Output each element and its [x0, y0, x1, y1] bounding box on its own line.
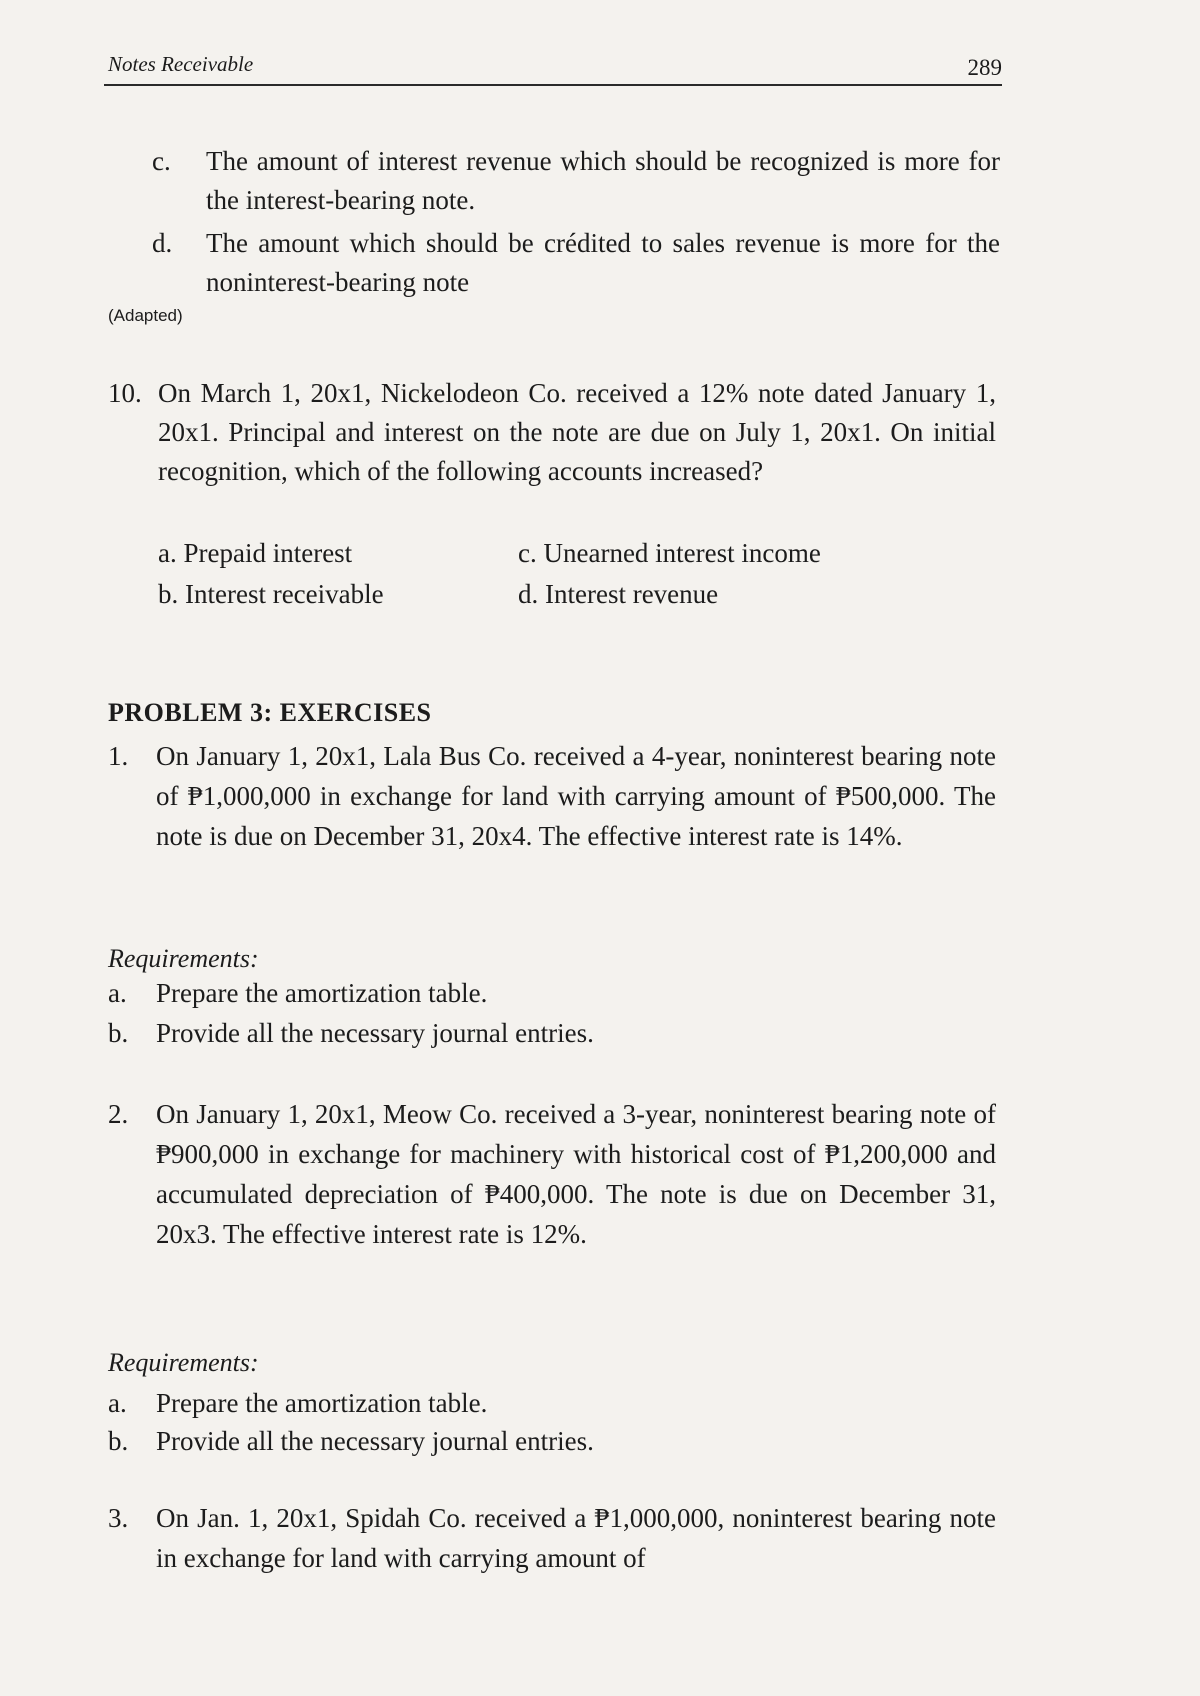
exercise-number: 1.: [108, 741, 129, 771]
question-10: [108, 374, 996, 491]
option-letter: d.: [152, 228, 173, 258]
exercise-1: [108, 736, 996, 856]
exercise-text: On Jan. 1, 20x1, Spidah Co. received a ₱1,000,000, noninterest bearing note in exchange for land with carrying amount of: [156, 1503, 996, 1573]
choice-a: a. Prepaid interest: [158, 538, 353, 568]
exercise-text: On January 1, 20x1, Meow Co. received a 3-year, noninterest bearing note of ₱900,000 in exchange for machinery with historical cost of ₱1,200,000 and accumulated depreciation of ₱400,000. The note is due on December 31, 20x3. The effective interest rate is 12%.: [156, 1099, 996, 1249]
choice-d: d. Interest revenue: [518, 579, 719, 609]
option-letter: c.: [152, 146, 171, 176]
option-text: The amount of interest revenue which should be recognized is more for the interest-bearing note.: [206, 146, 1000, 215]
page-number: 289: [967, 55, 1002, 80]
requirement-letter: b.: [108, 1426, 129, 1456]
requirement-a: [108, 1388, 487, 1419]
requirement-a: [108, 978, 487, 1009]
choice-c: c. Unearned interest income: [518, 538, 821, 568]
requirement-b: [108, 1426, 594, 1457]
running-head: Notes Receivable: [108, 52, 254, 76]
section-heading: PROBLEM 3: EXERCISES: [108, 698, 432, 727]
option-c: [152, 142, 1000, 220]
requirement-text: Provide all the necessary journal entries.: [156, 1426, 594, 1456]
requirements-title: Requirements:: [108, 1348, 259, 1377]
option-text: The amount which should be crédited to sales revenue is more for the noninterest-bearing note: [206, 228, 1000, 297]
requirement-b: [108, 1018, 594, 1049]
exercise-2: [108, 1094, 996, 1254]
answer-choices: [158, 534, 918, 614]
exercise-number: 3.: [108, 1503, 129, 1533]
question-text: On March 1, 20x1, Nickelodeon Co. received a 12% note dated January 1, 20x1. Principal and interest on the note are due on July 1, 20x1. On initial recognition, which of the following accounts increased?: [158, 378, 996, 486]
exercise-3: [108, 1498, 996, 1578]
requirement-letter: a.: [108, 978, 127, 1008]
choice-b: b. Interest receivable: [158, 579, 384, 609]
requirements-title: Requirements:: [108, 944, 259, 973]
source-note: (Adapted): [108, 306, 183, 325]
requirement-letter: a.: [108, 1388, 127, 1418]
question-number: 10.: [108, 378, 142, 408]
exercise-text: On January 1, 20x1, Lala Bus Co. received a 4-year, noninterest bearing note of ₱1,000,000 in exchange for land with carrying amount of ₱500,000. The note is due on December 31, 20x4. The effective interest rate is 14%.: [156, 741, 996, 851]
exercise-number: 2.: [108, 1099, 129, 1129]
option-d: [152, 224, 1000, 302]
requirement-text: Prepare the amortization table.: [156, 978, 488, 1008]
header-rule: [104, 84, 1002, 86]
requirement-text: Provide all the necessary journal entries.: [156, 1018, 594, 1048]
requirement-text: Prepare the amortization table.: [156, 1388, 488, 1418]
requirement-letter: b.: [108, 1018, 129, 1048]
